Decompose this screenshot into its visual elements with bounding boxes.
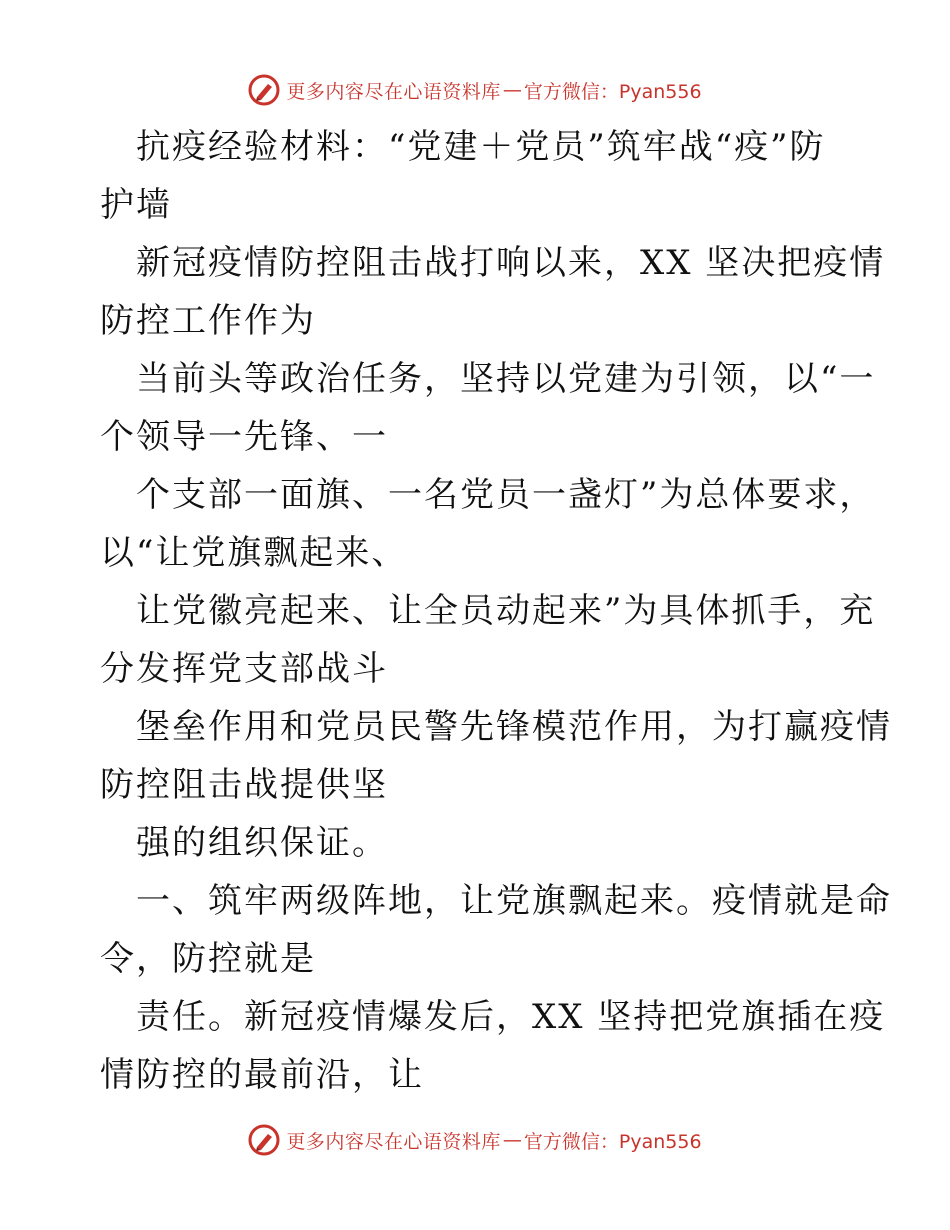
paragraph-line: 情防控的最前沿，让 [100, 1055, 424, 1095]
paragraph-line: 责任。新冠疫情爆发后，XX 坚持把党旗插在疫 [136, 997, 886, 1037]
title-line-1: 抗疫经验材料：“党建＋党员”筑牢战“疫”防 [136, 127, 826, 167]
paragraph-line: 让党徽亮起来、让全员动起来”为具体抓手，充 [136, 591, 876, 631]
footer-watermark [0, 1120, 950, 1160]
paragraph-line: 分发挥党支部战斗 [100, 649, 388, 689]
watermark-text: 更多内容尽在心语资料库 [286, 1130, 501, 1153]
paragraph-line: 防控阻击战提供坚 [100, 765, 388, 805]
paragraph-line: 新冠疫情防控阻击战打响以来，XX 坚决把疫情 [136, 243, 886, 283]
paragraph-line: 以“让党旗飘起来、 [100, 533, 408, 573]
paragraph-line: 令，防控就是 [100, 939, 316, 979]
pen-logo-icon [248, 74, 280, 106]
paragraph-line: 防控工作作为 [100, 301, 316, 341]
watermark-text: 更多内容尽在心语资料库 [286, 80, 501, 103]
watermark-separator: — [502, 79, 522, 101]
watermark-contact: 官方微信：Pyan556 [523, 1130, 702, 1153]
paragraph-line: 一、筑牢两级阵地，让党旗飘起来。疫情就是命 [136, 881, 892, 921]
paragraph-line: 强的组织保证。 [136, 823, 388, 863]
document-body [100, 118, 892, 1104]
watermark-contact: 官方微信：Pyan556 [523, 80, 702, 103]
title-line-2: 护墙 [100, 185, 172, 225]
paragraph-line: 个领导一先锋、一 [100, 417, 388, 457]
watermark-separator: — [502, 1129, 522, 1151]
paragraph-line: 当前头等政治任务，坚持以党建为引领，以“一 [136, 359, 876, 399]
pen-logo-icon [248, 1124, 280, 1156]
paragraph-line: 堡垒作用和党员民警先锋模范作用，为打赢疫情 [136, 707, 892, 747]
header-watermark [0, 70, 950, 110]
paragraph-line: 个支部一面旗、一名党员一盏灯”为总体要求， [136, 475, 876, 515]
